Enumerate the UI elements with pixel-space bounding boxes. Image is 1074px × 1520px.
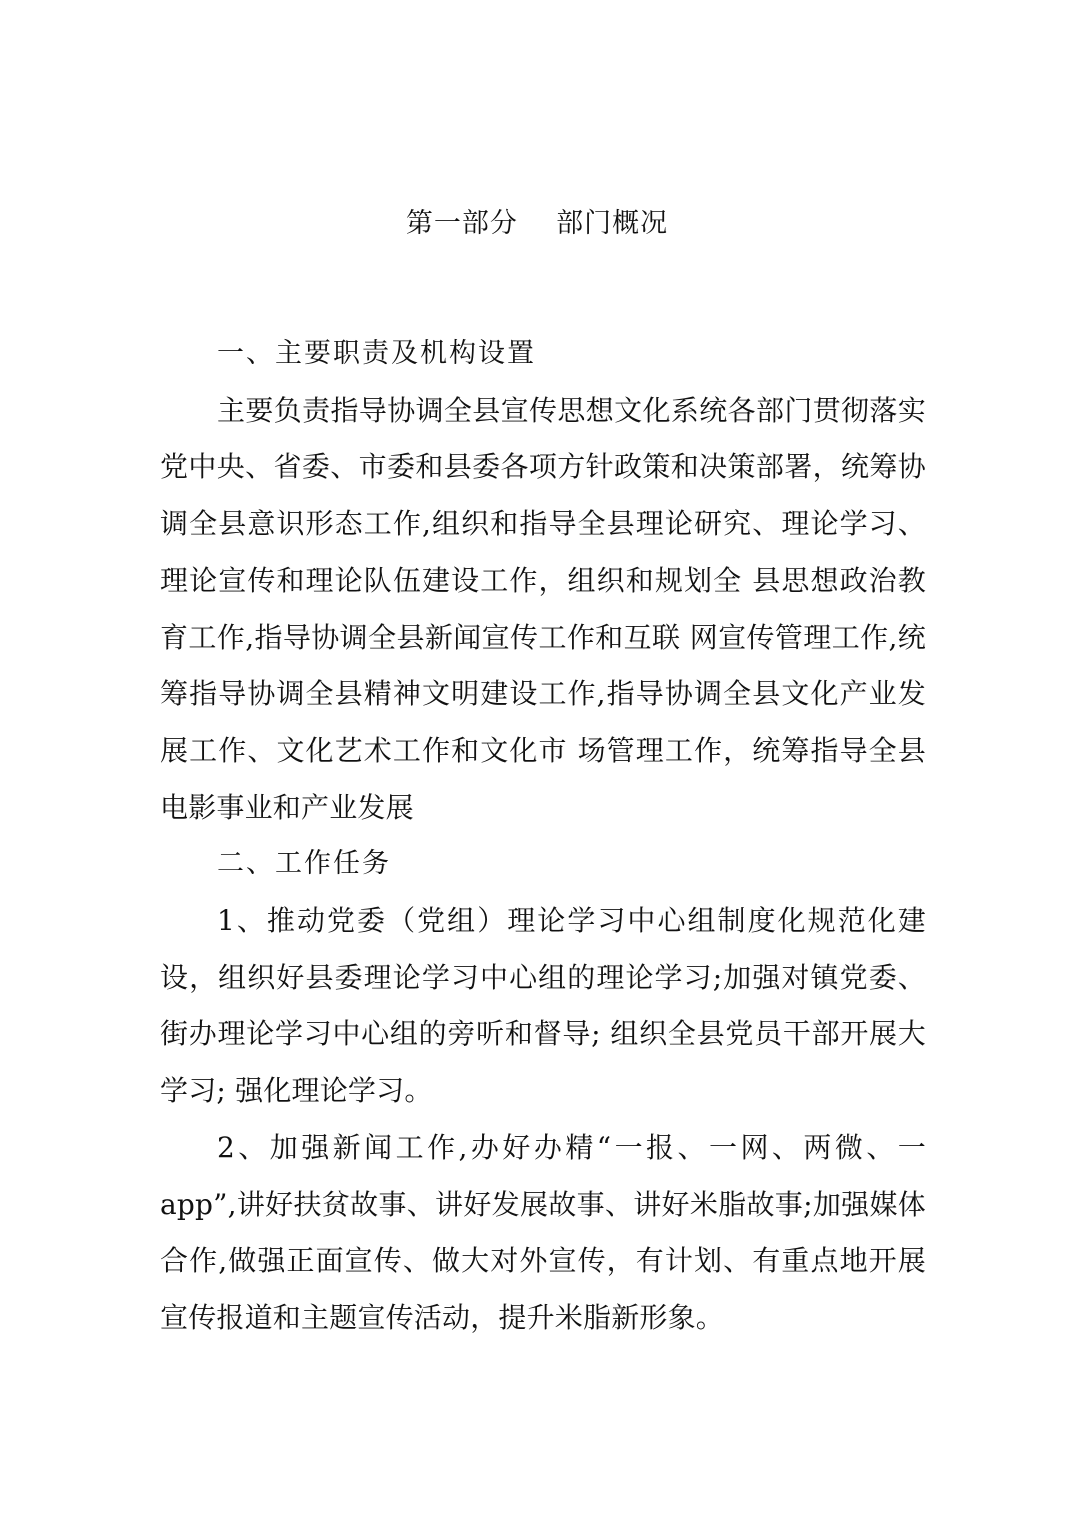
task-item-2: 2、加强新闻工作,办好办精“一报、一网、两微、一 app”,讲好扶贫故事、讲好发展故事、讲好米脂故事;加强媒体合作,做强正面宣传、做大对外宣传，有计划、有重点地开展宣传报道和主题宣传活动，提升米脂新形象。: [160, 1130, 926, 1334]
section-heading-tasks: 二、工作任务: [217, 848, 391, 880]
section-heading-duties: 一、主要职责及机构设置: [217, 338, 536, 369]
task-item-1: 1、推动党委（党组）理论学习中心组制度化规范化建设，组织好县委理论学习中心组的理论学习;加强对镇党委、街办理论学习中心组的旁听和督导; 组织全县党员干部开展大学习; 强化理论学习。: [160, 904, 926, 1108]
duties-paragraph: 主要负责指导协调全县宣传思想文化系统各部门贯彻落实党中央、省委、市委和县委各项方针政策和决策部署，统筹协调全县意识形态工作,组织和指导全县理论研究、理论学习、理论宣传和理论队伍建设工作，组织和规划全 县思想政治教育工作,指导协调全县新闻宣传工作和互联 网宣传管理工作,统筹指导协调全县精神文明建设工作,指导协调全县文化产业发展工作、文化艺术工作和文化市 场管理工作，统筹指导全县电影事业和产业发展: [160, 393, 926, 824]
page-title: 第一部分 部门概况: [405, 208, 669, 239]
document-body: [160, 326, 926, 1347]
